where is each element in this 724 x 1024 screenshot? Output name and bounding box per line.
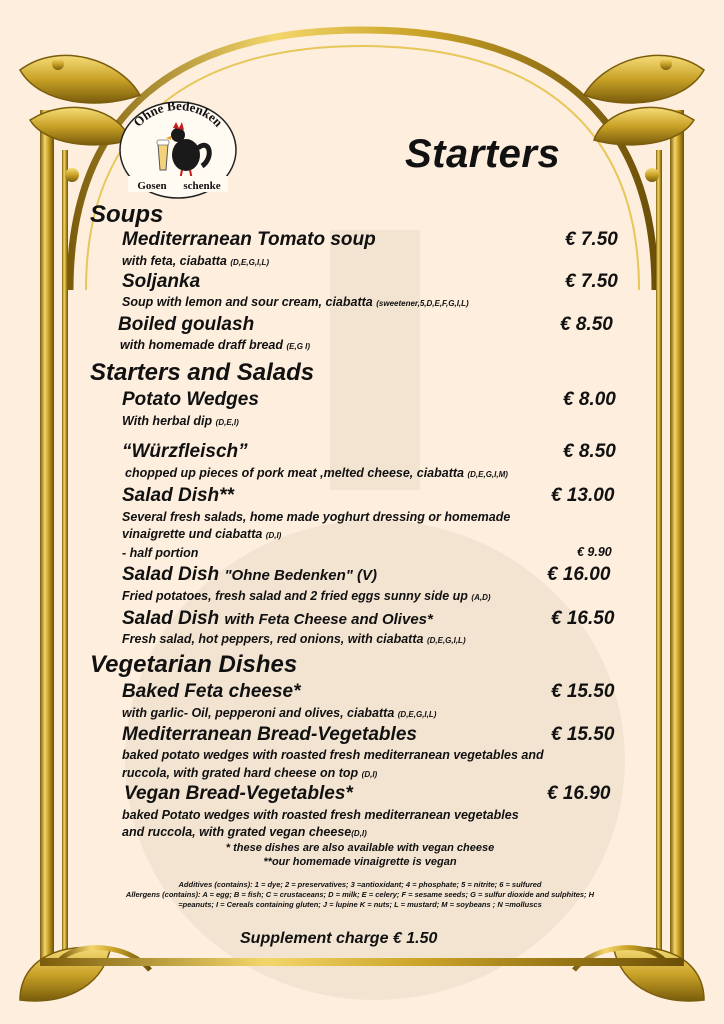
item-desc-baked-feta: with garlic- Oil, pepperoni and olives, ciabatta (D,E,G,I,L): [122, 706, 437, 720]
item-desc-med-bread-line2: ruccola, with grated hard cheese on top (D,I): [122, 766, 378, 780]
half-portion-label: - half portion: [122, 546, 199, 560]
half-portion-price: € 9.90: [577, 545, 612, 559]
item-desc-tomato: with feta, ciabatta (D,E,G,I,L): [122, 254, 270, 268]
section-heading-vegetarian: Vegetarian Dishes: [90, 651, 298, 678]
item-desc-med-bread-line1: baked potato wedges with roasted fresh mediterranean vegetables and: [122, 748, 544, 762]
item-price-tomato: € 7.50: [565, 229, 618, 250]
footnote-vinaigrette: **our homemade vinaigrette is vegan: [263, 856, 457, 868]
item-price-salad-ohne-bedenken: € 16.00: [547, 564, 611, 585]
leaf-ornament-icon: [20, 55, 140, 103]
item-desc-goulash: with homemade draff bread (E,G I): [120, 338, 311, 352]
item-price-wedges: € 8.00: [563, 389, 616, 410]
svg-text:Ohne Bedenken: Ohne Bedenken: [130, 100, 226, 130]
section-heading-soups: Soups: [90, 201, 164, 228]
item-name-salad-dish: Salad Dish**: [122, 485, 234, 506]
item-name-wurzfleisch: “Würzfleisch”: [122, 441, 248, 462]
allergens-legend-line2: =peanuts; I = Cereals containing gluten; J = lupine K = nuts; L = mustard; M = soybeans ; N =molluscs: [178, 900, 542, 909]
item-price-goulash: € 8.50: [560, 314, 613, 335]
item-desc-wurzfleisch: chopped up pieces of pork meat ,melted cheese, ciabatta (D,E,G,I,M): [125, 466, 508, 480]
item-name-baked-feta: Baked Feta cheese*: [122, 681, 301, 702]
item-name-vegan-bread: Vegan Bread-Vegetables*: [124, 783, 353, 804]
svg-text:Gosen: Gosen: [137, 180, 167, 192]
item-desc-salad-ohne-bedenken: Fried potatoes, fresh salad and 2 fried eggs sunny side up (A,D): [122, 589, 491, 603]
leaf-ornament-icon: [584, 55, 704, 103]
item-name-med-bread: Mediterranean Bread-Vegetables: [122, 724, 417, 745]
item-price-vegan-bread: € 16.90: [547, 783, 611, 804]
item-name-wedges: Potato Wedges: [122, 389, 259, 410]
item-desc-soljanka: Soup with lemon and sour cream, ciabatta (sweetener,5,D,E,F,G,I,L): [122, 295, 469, 309]
svg-text:schenke: schenke: [183, 180, 221, 192]
item-price-salad-feta: € 16.50: [551, 608, 615, 629]
item-price-soljanka: € 7.50: [565, 271, 618, 292]
item-price-salad-dish: € 13.00: [551, 485, 615, 506]
section-heading-salads: Starters and Salads: [90, 359, 315, 386]
item-name-salad-ohne-bedenken: Salad Dish "Ohne Bedenken" (V): [122, 564, 378, 585]
item-desc-vegan-bread-line2: and ruccola, with grated vegan cheese(D,I): [122, 825, 367, 839]
item-name-tomato: Mediterranean Tomato soup: [122, 229, 376, 250]
item-price-baked-feta: € 15.50: [551, 681, 615, 702]
item-desc-salad-feta: Fresh salad, hot peppers, red onions, with ciabatta (D,E,G,I,L): [122, 632, 466, 646]
allergens-legend-line1: Allergens (contains): A = egg; B = fish; C = crustaceans; D = milk; E = celery; F = sesame seeds; G = sulfur dioxide and sulphites; H: [125, 890, 595, 899]
item-price-med-bread: € 15.50: [551, 724, 615, 745]
item-price-wurzfleisch: € 8.50: [563, 441, 616, 462]
item-name-goulash: Boiled goulash: [118, 314, 255, 335]
item-desc-vegan-bread-line1: baked Potato wedges with roasted fresh mediterranean vegetables: [122, 808, 519, 822]
additives-legend: Additives (contains): 1 = dye; 2 = preservatives; 3 =antioxidant; 4 = phosphate; 5 = nitrite; 6 = sulfured: [178, 880, 542, 889]
restaurant-logo: [118, 100, 238, 200]
supplement-charge: Supplement charge € 1.50: [240, 930, 438, 947]
item-desc-salad-dish-line2: vinaigrette und ciabatta (D,I): [122, 527, 282, 541]
item-desc-salad-dish-line1: Several fresh salads, home made yoghurt dressing or homemade: [122, 510, 511, 524]
page-title: Starters: [405, 132, 561, 176]
item-name-soljanka: Soljanka: [122, 271, 201, 292]
item-name-salad-feta: Salad Dish with Feta Cheese and Olives*: [122, 608, 433, 629]
item-desc-wedges: With herbal dip (D,E,I): [122, 414, 239, 428]
footnote-vegan-cheese: * these dishes are also available with vegan cheese: [225, 842, 495, 854]
